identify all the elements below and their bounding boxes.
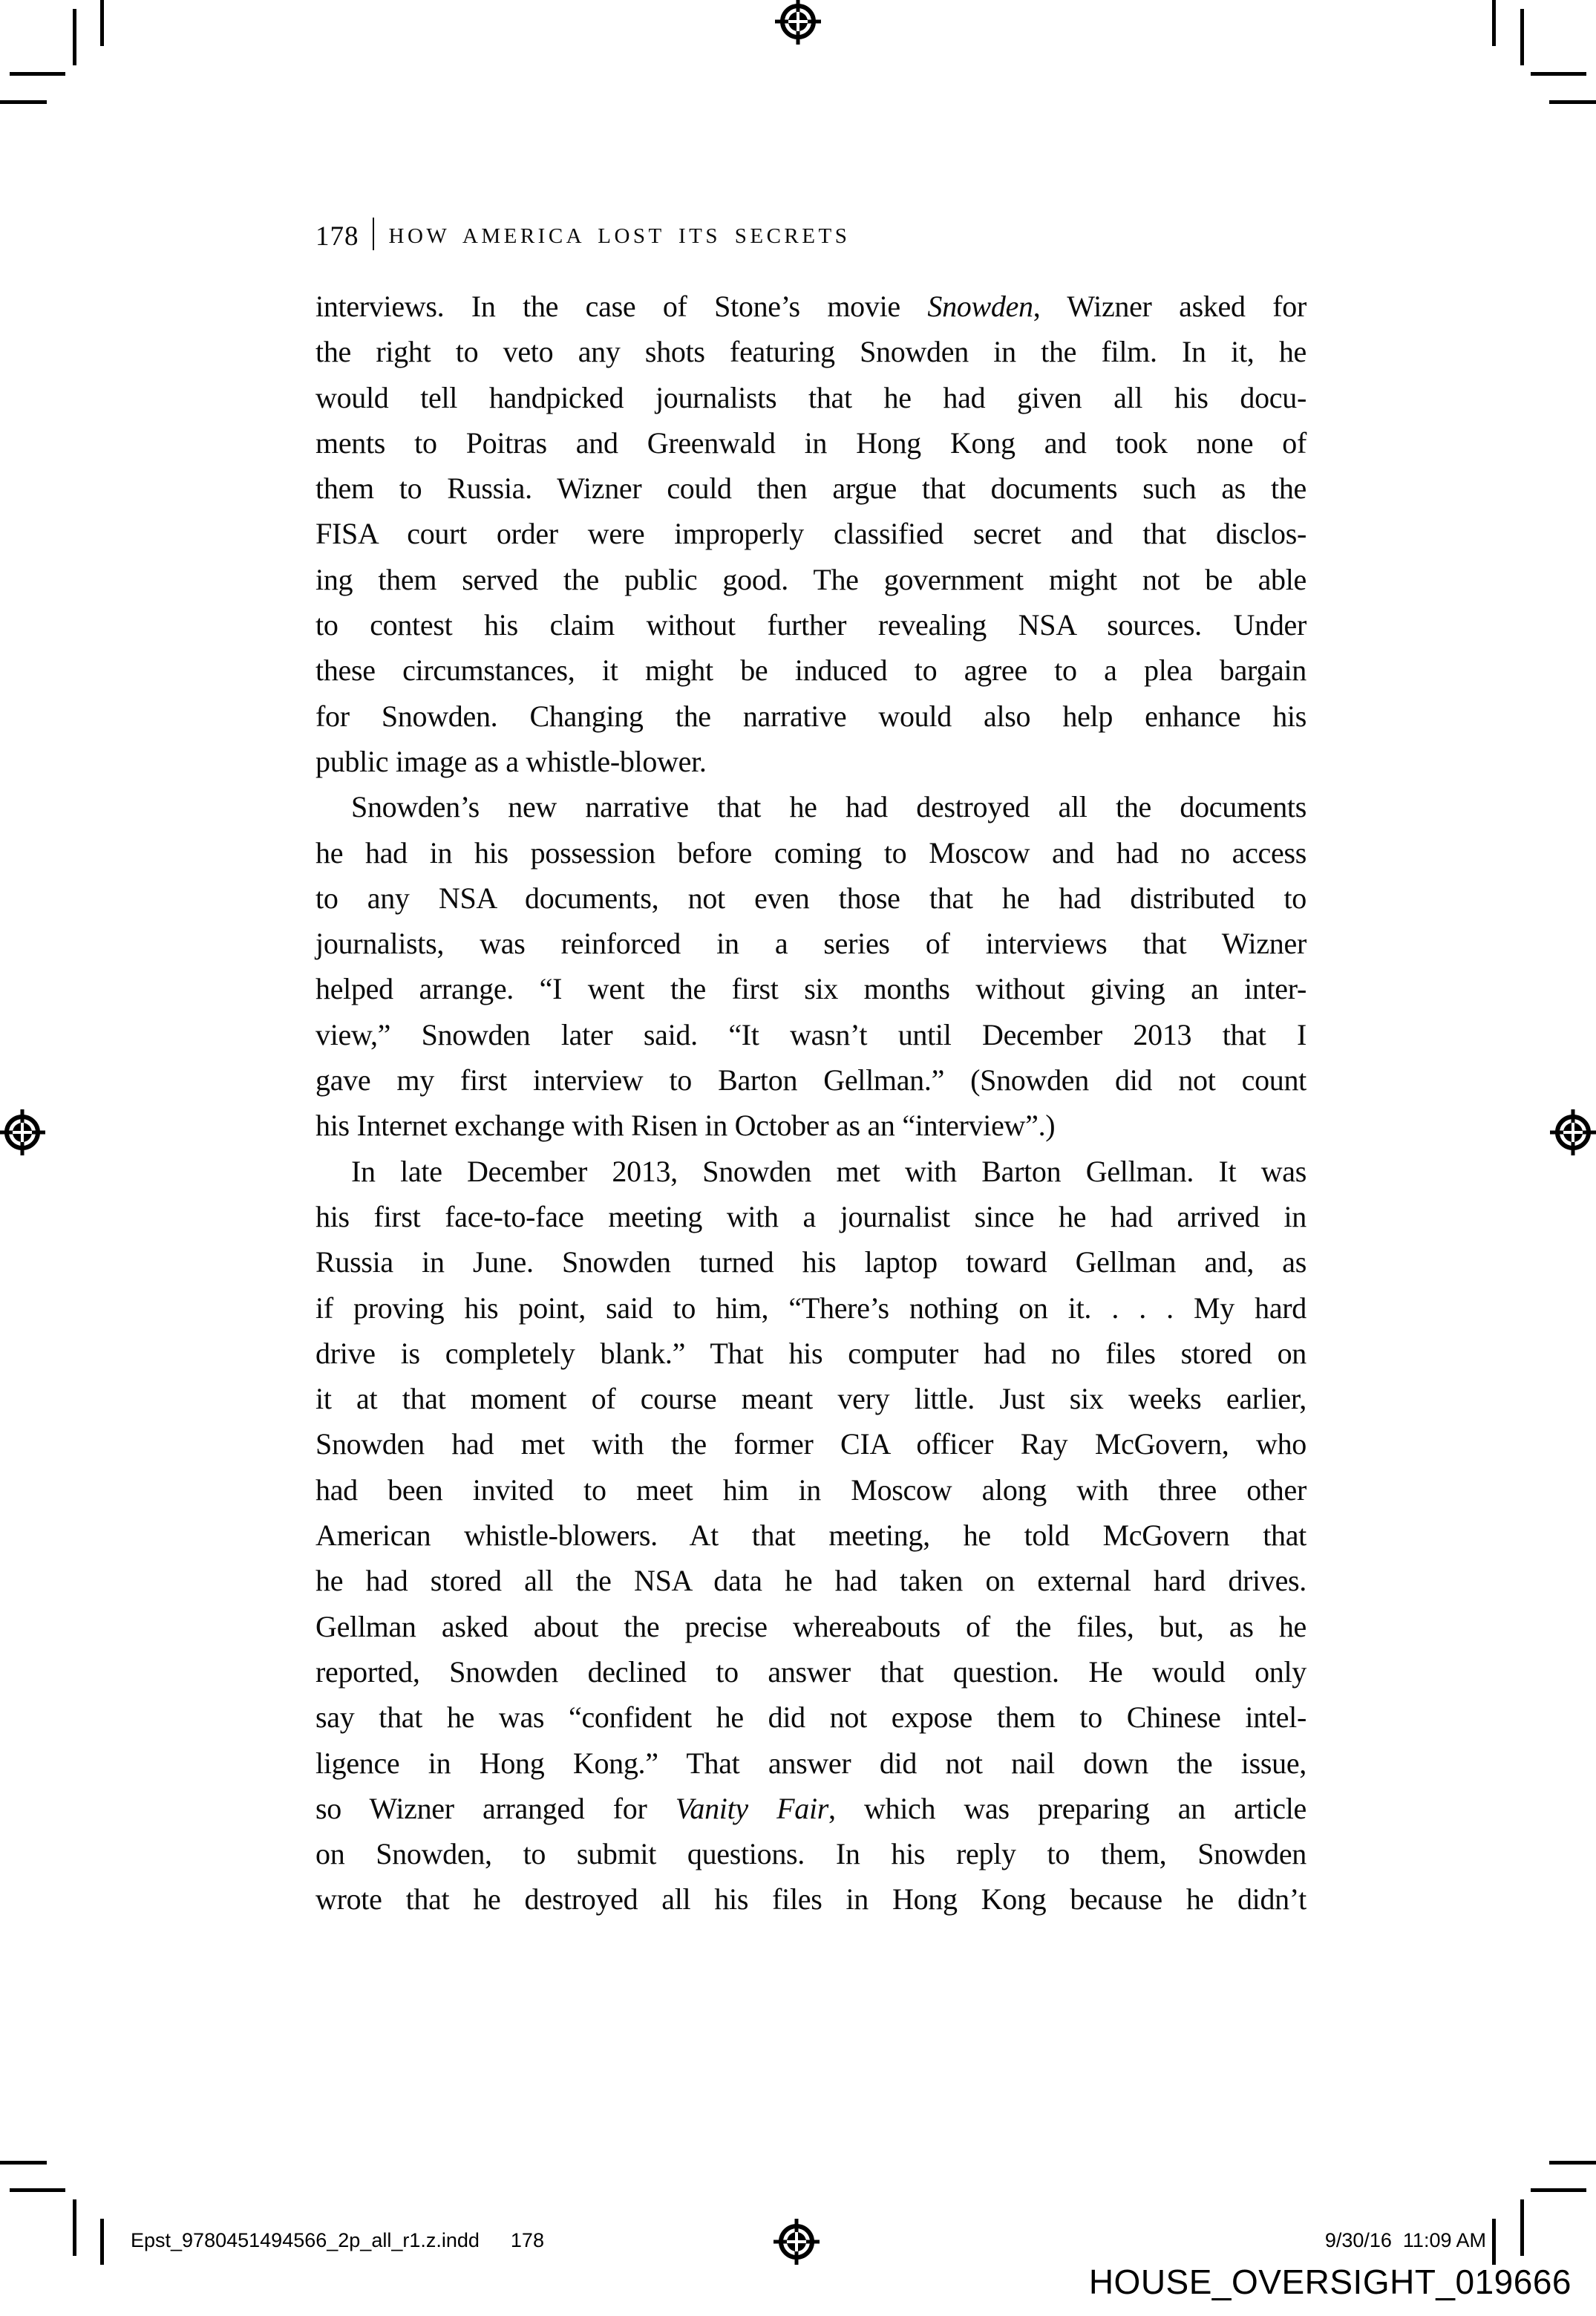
body-line: say that he was “confident he did not expose them to Chinese intel- — [315, 1700, 1306, 1735]
crop-mark — [100, 2219, 104, 2265]
body-line: journalists, was reinforced in a series of interviews that Wizner — [315, 927, 1306, 961]
page-number: 178 — [315, 221, 359, 252]
print-slug — [131, 2229, 544, 2252]
body-line: In late December 2013, Snowden met with Barton Gellman. It was — [351, 1154, 1306, 1188]
body-line: reported, Snowden declined to answer that question. He would only — [315, 1654, 1306, 1689]
crop-mark — [1549, 100, 1596, 104]
body-line: for Snowden. Changing the narrative would also help enhance his — [315, 699, 1306, 733]
body-line: his Internet exchange with Risen in October as an “interview”.) — [315, 1109, 1056, 1143]
body-line: so Wizner arranged for Vanity Fair, which was preparing an article — [315, 1791, 1306, 1825]
oversight-watermark: HOUSE_OVERSIGHT_019666 — [1088, 2263, 1572, 2301]
slug-filename: Epst_9780451494566_2p_all_r1.z.indd — [131, 2229, 480, 2251]
crop-mark — [10, 2188, 65, 2192]
body-line: FISA court order were improperly classified secret and that disclos- — [315, 517, 1306, 551]
body-line: he had in his possession before coming to Moscow and had no access — [315, 835, 1306, 870]
body-line: drive is completely blank.” That his computer had no files stored on — [315, 1336, 1306, 1370]
body-line: interviews. In the case of Stone’s movie Snowden, Wizner asked for — [315, 290, 1306, 323]
registration-mark-icon — [774, 0, 822, 45]
registration-mark-icon — [773, 2218, 820, 2266]
body-line: ligence in Hong Kong.” That answer did not nail down the issue, — [315, 1746, 1306, 1780]
body-line: view,” Snowden later said. “It wasn’t until December 2013 that I — [315, 1017, 1306, 1051]
body-line: helped arrange. “I went the first six months without giving an inter- — [315, 972, 1306, 1006]
body-line: to any NSA documents, not even those that he had distributed to — [315, 881, 1306, 915]
body-line: wrote that he destroyed all his files in Hong Kong because he didn’t — [315, 1882, 1306, 1917]
body-line: public image as a whistle-blower. — [315, 744, 707, 778]
crop-mark — [0, 100, 47, 104]
book-title: HOW AMERICA LOST ITS SECRETS — [388, 224, 851, 249]
crop-mark — [1492, 2219, 1496, 2265]
body-line: to contest his claim without further revealing NSA sources. Under — [315, 608, 1306, 642]
body-line: gave my first interview to Barton Gellman.” (Snowden did not count — [315, 1063, 1306, 1097]
running-head — [315, 218, 850, 250]
body-line: he had stored all the NSA data he had taken on external hard drives. — [315, 1564, 1306, 1598]
crop-mark — [1531, 72, 1586, 76]
body-line: ments to Poitras and Greenwald in Hong Kong and took none of — [315, 425, 1306, 460]
body-line: if proving his point, said to him, “There’s nothing on it. . . . My hard — [315, 1291, 1306, 1325]
crop-mark — [100, 0, 104, 46]
crop-mark — [73, 2199, 76, 2256]
print-timestamp: 9/30/16 11:09 AM — [1324, 2229, 1486, 2251]
registration-mark-icon — [1549, 1109, 1596, 1156]
body-line: Snowden’s new narrative that he had destroyed all the documents — [351, 790, 1306, 824]
crop-mark — [0, 2161, 47, 2165]
slug-page-number: 178 — [510, 2229, 544, 2251]
body-line: American whistle-blowers. At that meeting, he told McGovern that — [315, 1519, 1306, 1553]
crop-mark — [1549, 2161, 1596, 2165]
body-line: had been invited to meet him in Moscow along with three other — [315, 1472, 1306, 1507]
body-line: them to Russia. Wizner could then argue that documents such as the — [315, 472, 1306, 506]
body-line: on Snowden, to submit questions. In his reply to them, Snowden — [315, 1837, 1306, 1871]
header-divider — [373, 218, 374, 250]
crop-mark — [1520, 2199, 1524, 2256]
body-line: Russia in June. Snowden turned his laptop toward Gellman and, as — [315, 1245, 1306, 1279]
registration-mark-icon — [0, 1109, 46, 1156]
body-text — [315, 284, 1306, 1922]
body-line: Snowden had met with the former CIA officer Ray McGovern, who — [315, 1427, 1306, 1461]
crop-mark — [10, 72, 65, 76]
body-line: the right to veto any shots featuring Snowden in the film. In it, he — [315, 335, 1306, 369]
crop-mark — [1520, 9, 1524, 65]
body-line: ing them served the public good. The government might not be able — [315, 562, 1306, 596]
body-line: his first face-to-face meeting with a journalist since he had arrived in — [315, 1199, 1306, 1233]
body-line: it at that moment of course meant very little. Just six weeks earlier, — [315, 1382, 1306, 1416]
crop-mark — [73, 9, 76, 65]
body-line: would tell handpicked journalists that he had given all his docu- — [315, 380, 1306, 414]
body-line: Gellman asked about the precise whereabouts of the files, but, as he — [315, 1609, 1306, 1643]
crop-mark — [1531, 2188, 1586, 2192]
crop-mark — [1492, 0, 1496, 46]
body-line: these circumstances, it might be induced to agree to a plea bargain — [315, 653, 1306, 688]
